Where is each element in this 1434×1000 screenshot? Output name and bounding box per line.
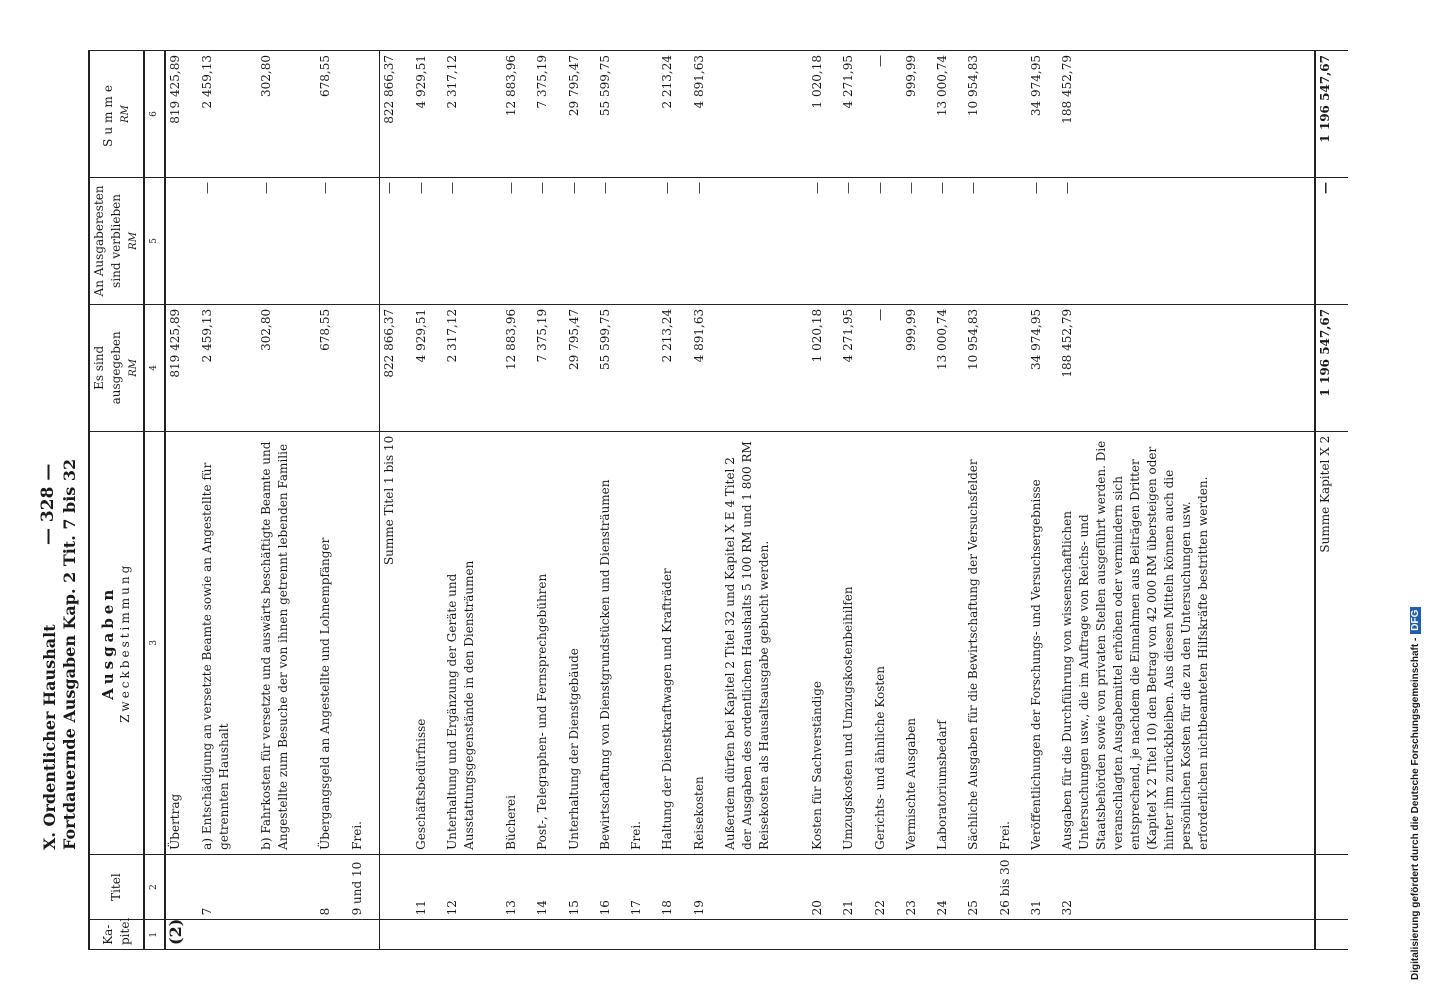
ausgaberesten-cell: —	[596, 177, 627, 304]
summe-cell: 10 954,83	[964, 51, 995, 178]
zweck-cell: Bewirtschaftung von Dienstgrundstücken und Diensträumen	[596, 431, 627, 854]
titel-cell: 9 und 10	[348, 854, 380, 920]
summe-cell: 999,99	[902, 51, 933, 178]
summe-cell: 4 929,51	[412, 51, 443, 178]
zweck-cell: a) Entschädigung an versetzte Beamte sowie an Angestellte für getrennten Haushalt	[198, 431, 257, 854]
titel-cell: 16	[596, 854, 627, 920]
summe-cell	[348, 51, 380, 178]
titel-cell	[380, 854, 412, 920]
ausgaberesten-cell: —	[658, 177, 689, 304]
kapitel-cell	[996, 920, 1027, 950]
titel-cell: 26 bis 30	[996, 854, 1027, 920]
es-sind-cell	[996, 304, 1027, 431]
digitization-text: Digitalisierung gefördert durch die Deutsche Forschungsgemeinschaft -	[1410, 637, 1421, 980]
zweck-cell: Außerdem dürfen bei Kapitel 2 Titel 32 und Kapitel X E 4 Titel 2 der Ausgaben des ordentlichen Haushalts 5 100 RM und 1 800 RM Reisekosten als Hausaltsausgabe gebucht werden.	[721, 431, 808, 854]
es-sind-cell: 188 452,79	[1058, 304, 1315, 431]
summe-cell: 55 599,75	[596, 51, 627, 178]
titel-cell: 12	[443, 854, 502, 920]
table-row	[502, 51, 533, 950]
kapitel-cell	[902, 920, 933, 950]
table-row	[839, 51, 870, 950]
es-sind-cell: 1 020,18	[808, 304, 839, 431]
titel-cell: 8	[316, 854, 347, 920]
summe-cell: 2 213,24	[658, 51, 689, 178]
kapitel-cell	[658, 920, 689, 950]
es-sind-cell: 4 929,51	[412, 304, 443, 431]
ausgaberesten-cell: —	[690, 177, 721, 304]
summe-cell: 13 000,74	[933, 51, 964, 178]
summe-cell: 1 020,18	[808, 51, 839, 178]
kapitel-cell	[596, 920, 627, 950]
es-sind-cell	[721, 304, 808, 431]
section-title: X. Ordentlicher Haushalt	[40, 624, 59, 850]
es-sind-cell: 7 375,19	[533, 304, 564, 431]
es-sind-cell: 55 599,75	[596, 304, 627, 431]
kapitel-cell	[1058, 920, 1315, 950]
table-row	[443, 51, 502, 950]
zweck-cell: Vermischte Ausgaben	[902, 431, 933, 854]
es-sind-cell: 678,55	[316, 304, 347, 431]
zweck-cell: Übertrag	[165, 431, 198, 854]
titel-cell: 15	[565, 854, 596, 920]
es-sind-cell: 822 866,37	[380, 304, 412, 431]
table-header-row	[89, 51, 144, 950]
ausgaberesten-cell: —	[502, 177, 533, 304]
kapitel-cell	[412, 920, 443, 950]
total-es-sind-cell: 1 196 547,67	[1315, 304, 1348, 431]
table-row	[348, 51, 380, 950]
zweck-cell: Haltung der Dienstkraftwagen und Krafträder	[658, 431, 689, 854]
table-row	[412, 51, 443, 950]
table-row	[257, 51, 316, 950]
zweck-cell: Unterhaltung und Ergänzung der Geräte und Ausstattungsgegenstände in den Diensträumen	[443, 431, 502, 854]
es-sind-cell: 302,80	[257, 304, 316, 431]
total-titel-cell	[1315, 854, 1348, 920]
ausgaberesten-cell: —	[565, 177, 596, 304]
table-row	[627, 51, 658, 950]
kapitel-cell	[565, 920, 596, 950]
table-row	[996, 51, 1027, 950]
ausgaberesten-cell: —	[871, 177, 902, 304]
es-sind-cell: 2 317,12	[443, 304, 502, 431]
ausgaberesten-cell	[348, 177, 380, 304]
es-sind-cell	[348, 304, 380, 431]
ausgaberesten-cell: —	[257, 177, 316, 304]
table-row	[1058, 51, 1315, 950]
table-row	[721, 51, 808, 950]
header-summe: Summe RM	[89, 51, 144, 178]
summe-cell: 7 375,19	[533, 51, 564, 178]
zweck-cell: Veröffentlichungen der Forschungs- und Versuchsergebnisse	[1027, 431, 1058, 854]
table-row	[1027, 51, 1058, 950]
header-titel: Titel	[89, 854, 144, 920]
titel-cell: 20	[808, 854, 839, 920]
titel-cell	[165, 854, 198, 920]
titel-cell	[721, 854, 808, 920]
zweck-cell: Gerichts- und ähnliche Kosten	[871, 431, 902, 854]
kapitel-cell	[348, 920, 380, 950]
es-sind-cell: 4 271,95	[839, 304, 870, 431]
titel-cell: 31	[1027, 854, 1058, 920]
zweck-cell: Geschäftsbedürfnisse	[412, 431, 443, 854]
summe-cell: 4 891,63	[690, 51, 721, 178]
kapitel-cell	[502, 920, 533, 950]
ausgaberesten-cell	[721, 177, 808, 304]
kapitel-cell	[839, 920, 870, 950]
zweck-cell: Laboratoriumsbedarf	[933, 431, 964, 854]
kapitel-cell	[690, 920, 721, 950]
summe-cell: 188 452,79	[1058, 51, 1315, 178]
zweck-cell: Sächliche Ausgaben für die Bewirtschaftung der Versuchsfelder	[964, 431, 995, 854]
ausgaberesten-cell	[627, 177, 658, 304]
digitization-note	[1410, 607, 1421, 980]
zweck-cell: Unterhaltung der Dienstgebäude	[565, 431, 596, 854]
header-es-sind: Es sind ausgegeben RM	[89, 304, 144, 431]
table-row	[690, 51, 721, 950]
es-sind-cell: 4 891,63	[690, 304, 721, 431]
column-number-row: 1 2 3 4 5 6	[144, 51, 165, 950]
kapitel-cell	[198, 920, 257, 950]
es-sind-cell: 13 000,74	[933, 304, 964, 431]
titel-cell: 18	[658, 854, 689, 920]
zweck-cell: Frei.	[627, 431, 658, 854]
es-sind-cell: 10 954,83	[964, 304, 995, 431]
summe-cell: 34 974,95	[1027, 51, 1058, 178]
summe-cell: 4 271,95	[839, 51, 870, 178]
ausgaberesten-cell: —	[316, 177, 347, 304]
kapitel-cell	[533, 920, 564, 950]
zweck-cell: Frei.	[996, 431, 1027, 854]
table-row	[380, 51, 412, 950]
kapitel-cell: (2)	[165, 920, 198, 950]
table-row	[316, 51, 347, 950]
titel-cell: 14	[533, 854, 564, 920]
titel-cell	[257, 854, 316, 920]
zweck-cell: Reisekosten	[690, 431, 721, 854]
ausgaberesten-cell: —	[808, 177, 839, 304]
table-row	[902, 51, 933, 950]
header-ausgaberesten: An Ausgaberesten sind verblieben RM	[89, 177, 144, 304]
ausgaberesten-cell: —	[1058, 177, 1315, 304]
summe-cell: 302,80	[257, 51, 316, 178]
ausgaberesten-cell: —	[412, 177, 443, 304]
titel-cell: 7	[198, 854, 257, 920]
summe-cell: 822 866,37	[380, 51, 412, 178]
summe-cell	[721, 51, 808, 178]
total-ausgaberesten-cell: —	[1315, 177, 1348, 304]
dfg-logo: DFG	[1410, 607, 1421, 634]
ausgaberesten-cell: —	[1027, 177, 1058, 304]
es-sind-cell: 34 974,95	[1027, 304, 1058, 431]
titel-cell: 11	[412, 854, 443, 920]
table-row	[871, 51, 902, 950]
budget-table	[88, 50, 1348, 950]
es-sind-cell: 12 883,96	[502, 304, 533, 431]
summe-cell: 12 883,96	[502, 51, 533, 178]
kapitel-cell	[721, 920, 808, 950]
total-summe-cell: 1 196 547,67	[1315, 51, 1348, 178]
table-row	[565, 51, 596, 950]
es-sind-cell: —	[871, 304, 902, 431]
es-sind-cell	[627, 304, 658, 431]
zweck-cell: Umzugskosten und Umzugskostenbeihilfen	[839, 431, 870, 854]
zweck-cell: b) Fahrkosten für versetzte und auswärts beschäftigte Beamte und Angestellte zum Besuche der von ihnen getrennt lebenden Familie	[257, 431, 316, 854]
titel-cell: 19	[690, 854, 721, 920]
kapitel-cell	[443, 920, 502, 950]
titel-cell: 17	[627, 854, 658, 920]
total-label-cell: Summe Kapitel X 2	[1315, 431, 1348, 854]
ausgaberesten-cell: —	[902, 177, 933, 304]
table-row	[964, 51, 995, 950]
ausgaberesten-cell: —	[533, 177, 564, 304]
table-row	[808, 51, 839, 950]
titel-cell: 21	[839, 854, 870, 920]
summe-cell: 29 795,47	[565, 51, 596, 178]
summe-cell: —	[871, 51, 902, 178]
es-sind-cell: 999,99	[902, 304, 933, 431]
total-kapitel-cell	[1315, 920, 1348, 950]
titel-cell: 23	[902, 854, 933, 920]
titel-cell: 13	[502, 854, 533, 920]
kapitel-cell	[1027, 920, 1058, 950]
table-row	[165, 51, 198, 950]
es-sind-cell: 819 425,89	[165, 304, 198, 431]
kapitel-cell	[627, 920, 658, 950]
zweck-cell: Ausgaben für die Durchführung von wissenschaftlichen Untersuchungen usw., die im Auftrage von Reichs- und Staatsbehörden sowie von privaten Stellen ausgeführt werden. Die veranschlagten Ausgabemittel erhöhen oder vermindern sich entsprechend, je nachdem die Einnahmen aus Beiträgen Dritter (Kapitel X 2 Titel 10) den Betrag von 42 000 RM übersteigen oder hinter ihm zurückbleiben. Aus diesen Mitteln können auch die persönlichen Kosten für die zu den Untersuchungen usw. erforderlichen nichtbeamteten Hilfskräfte bestritten werden.	[1058, 431, 1315, 854]
ausgaberesten-cell: —	[198, 177, 257, 304]
summe-cell	[627, 51, 658, 178]
es-sind-cell: 29 795,47	[565, 304, 596, 431]
zweck-cell: Übergangsgeld an Angestellte und Lohnempfänger	[316, 431, 347, 854]
ausgaberesten-cell	[165, 177, 198, 304]
table-body	[165, 51, 1348, 950]
ausgaberesten-cell: —	[964, 177, 995, 304]
es-sind-cell: 2 213,24	[658, 304, 689, 431]
table-row	[596, 51, 627, 950]
table-row	[533, 51, 564, 950]
es-sind-cell: 2 459,13	[198, 304, 257, 431]
header-zweckbestimmung: Zweckbestimmung	[117, 562, 132, 723]
summe-cell	[996, 51, 1027, 178]
kapitel-cell	[808, 920, 839, 950]
table-row	[658, 51, 689, 950]
kapitel-cell	[933, 920, 964, 950]
summe-cell: 2 459,13	[198, 51, 257, 178]
total-row	[1315, 51, 1348, 950]
table-row	[933, 51, 964, 950]
kapitel-cell	[871, 920, 902, 950]
zweck-cell: Frei.	[348, 431, 380, 854]
summe-cell: 678,55	[316, 51, 347, 178]
kapitel-cell	[316, 920, 347, 950]
titel-cell: 25	[964, 854, 995, 920]
ausgaberesten-cell: —	[839, 177, 870, 304]
table-row	[198, 51, 257, 950]
ausgaberesten-cell: —	[933, 177, 964, 304]
summe-cell: 2 317,12	[443, 51, 502, 178]
titel-cell: 32	[1058, 854, 1315, 920]
zweck-cell: Post-, Telegraphen- und Fernsprechgebühren	[533, 431, 564, 854]
header-zweck	[89, 431, 144, 854]
summe-cell: 819 425,89	[165, 51, 198, 178]
ausgaberesten-cell: —	[380, 177, 412, 304]
ausgaberesten-cell: —	[443, 177, 502, 304]
titel-cell: 24	[933, 854, 964, 920]
header-ausgaben: Ausgaben	[98, 585, 117, 700]
zweck-cell: Kosten für Sachverständige	[808, 431, 839, 854]
header-kapitel: Ka-pitel	[89, 920, 144, 950]
titel-cell: 22	[871, 854, 902, 920]
kapitel-cell	[964, 920, 995, 950]
zweck-cell: Bücherei	[502, 431, 533, 854]
kapitel-cell	[257, 920, 316, 950]
kapitel-cell	[380, 920, 412, 950]
zweck-cell: Summe Titel 1 bis 10	[380, 431, 412, 854]
section-subtitle: Fortdauernde Ausgaben Kap. 2 Tit. 7 bis 32	[60, 458, 79, 850]
page-number: — 328 —	[38, 463, 58, 545]
ausgaberesten-cell	[996, 177, 1027, 304]
